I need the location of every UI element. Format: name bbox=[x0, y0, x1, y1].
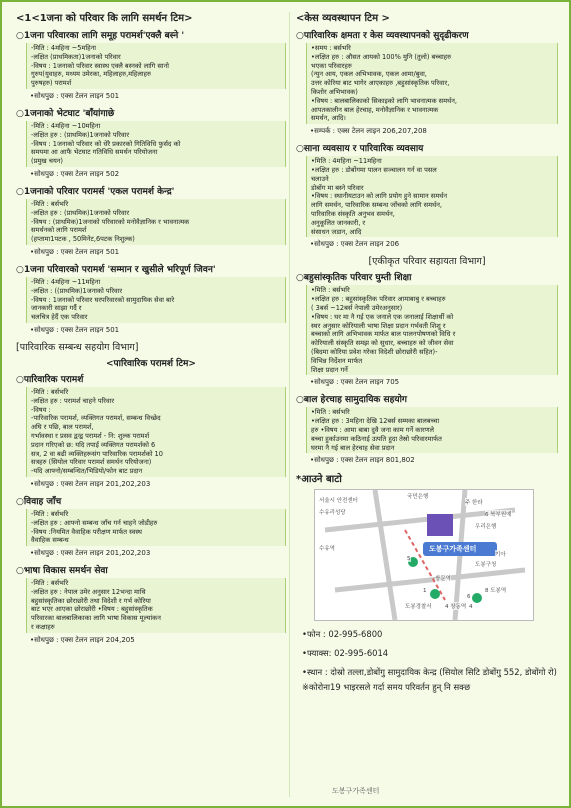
detail-line: समर्थनको लागि परामर्श bbox=[31, 226, 87, 235]
detail-line: प्रदान गरिएको छ: यदि तपाईं व्यक्तिगत परामर्शको 6 bbox=[31, 440, 156, 449]
detail-line: -लक्षित हरु : (प्राथमिक)1जनाको परिवार bbox=[31, 208, 130, 217]
detail-line: -मिति : बर्सभरि bbox=[31, 509, 69, 518]
detail-line: -मिति : बर्सभरि bbox=[31, 199, 69, 208]
detail-line: चलाउने bbox=[311, 174, 329, 183]
detail-line: -लक्षित : ((प्राथमिक)1जनाको परिवार bbox=[31, 286, 123, 295]
program-heading: ○बहुसांस्कृतिक परिवार घुम्ती शिक्षा bbox=[296, 273, 412, 284]
inquiry-contact: •सोधपुछ : एक्स टेलन लाइन 501 bbox=[30, 247, 120, 256]
map-label: 국민은행 bbox=[407, 494, 429, 501]
detail-line: भएका परिवारहरु bbox=[311, 61, 352, 70]
detail-line: वैवाहिक सम्बन्ध bbox=[31, 536, 69, 545]
detail-line: सत्रहरु (सियोल परिवार परामर्श समर्थन परियोजना) bbox=[31, 458, 152, 467]
program-details bbox=[26, 43, 286, 89]
inquiry-contact: •सोधपुछ : एक्स टेलन लाइन 501 bbox=[30, 325, 120, 334]
map-label: 6 bbox=[467, 594, 471, 601]
map-label: 1 bbox=[423, 588, 427, 595]
detail-line: विभिन्न निर्देशन मार्फत bbox=[311, 356, 363, 365]
program-heading: ○पारिवारिक परामर्श bbox=[16, 374, 84, 385]
map-label: 우리은행 bbox=[475, 524, 497, 531]
detail-line: र कक्षाहरु bbox=[31, 623, 55, 632]
detail-line: •लक्षित हरु : बहुसांस्कृतिक परिवार आमाबाबु र बच्चाहरु bbox=[311, 295, 446, 304]
program-details bbox=[306, 156, 558, 237]
detail-line: •मिति : बर्सभरि bbox=[311, 408, 350, 417]
left-sections bbox=[16, 28, 286, 335]
detail-line: •लक्षित हरु : डोबोंगमा पालन सञ्चालन गर्न वा पसल bbox=[311, 165, 437, 174]
detail-line: सत्र, 2 वा बढी व्यक्तिहरूसंग पारिवारिक परामर्शको 10 bbox=[31, 449, 163, 458]
detail-line: (न्युन आय, एकल अभिभावक, एकल आमा/बुवा, bbox=[311, 70, 427, 79]
inquiry-contact: •सोधपुछ : एक्स टेलन लाइन 801,802 bbox=[310, 456, 415, 465]
detail-line: बच्चा हुर्काउनमा कठिनाई उत्पति हुदा तेस्रो परिवारमार्फत bbox=[311, 434, 442, 443]
program-heading: ○भाषा विकास समर्थन सेवा bbox=[16, 566, 108, 577]
detail-line: स्थर अनुसार कोरियाली भाषा शिक्षा प्रदान गर्भवती शिशु र bbox=[311, 321, 446, 330]
program-heading: ○विवाह जाँच bbox=[16, 496, 62, 507]
detail-line: •मिति : बर्सभरि bbox=[311, 286, 350, 295]
program-heading: ○1जना परिवारका लागि समूह परामर्श'एक्लै बस्ने ' bbox=[16, 31, 185, 41]
program-details bbox=[26, 578, 286, 633]
detail-line: आपतकालीन बाल हेरचाह, मनोवैज्ञानिक र भावनात्मक bbox=[311, 105, 439, 114]
inquiry-contact: •सोधपुछ : एक्स टेलन लाइन 201,202,203 bbox=[30, 479, 151, 488]
inquiry-contact: •सोधपुछ : एक्स टेलन लाइन 501 bbox=[30, 91, 120, 100]
detail-line: पारिवारिक संस्कृति अनुभव समर्थन, bbox=[311, 209, 395, 218]
family-relations-dept-title: [पारिवारिक सम्बन्ध सहयोग विभाग] bbox=[16, 341, 139, 353]
fax-line: •फ्याक्स: 02-995-6014 bbox=[302, 648, 389, 659]
right-sections bbox=[296, 28, 558, 465]
inquiry-contact: •सोधपुछ : एक्स टेलन लाइन 206 bbox=[310, 240, 400, 249]
inquiry-contact: •सोधपुछ : एक्स टेलन लाइन 705 bbox=[310, 378, 400, 387]
program-details bbox=[26, 121, 286, 167]
map-center-label: 도봉구가족센터 bbox=[429, 545, 477, 554]
program-heading: ○बाल हेरचाह सामुदायिक सहयोग bbox=[296, 395, 407, 406]
detail-line: लागि समर्थन, पारिवारिक सम्बन्ध जाँचको लागि समर्थन, bbox=[311, 201, 443, 210]
detail-line: हरु •विषय : आमा बाबा दुवै जना काम गर्ने कारणले bbox=[311, 425, 434, 434]
dept-title: [एकीकृत परिवार सहायता विभाग] bbox=[368, 256, 486, 268]
detail-line: डोबोंग मा बस्ने परिवार bbox=[311, 183, 364, 192]
program-details bbox=[26, 387, 286, 477]
detail-line: -लक्षित हरु : आफ्नो सम्बन्ध जाँच गर्न चाहने जोडीहरु bbox=[31, 518, 158, 527]
map-label: 4 bbox=[469, 604, 473, 611]
program-details bbox=[306, 407, 558, 453]
covid-note: ※कोरोना19 भाइरसले गर्दा समय परिवर्तन हुन् नि सक्छ bbox=[302, 682, 471, 693]
detail-line: जानकारी साझा गर्दै र bbox=[31, 304, 82, 313]
address-line: •स्थान : दोस्रो तल्ला,डोबोंगु सामुदायिक केन्द्र (सियोल सिटि डोबोंगु 552, डोबोंगो रो) bbox=[302, 667, 557, 678]
detail-line: -मिति : 4महिना ~10महिना bbox=[31, 121, 101, 130]
detail-line: बाट भएर आएका छोराछोरी •विषय : बहुसांस्कृतिक bbox=[31, 605, 153, 614]
detail-line: •विषय : घर मा नै गई एक जनाले एक जनालाई शिक्षार्थी को bbox=[311, 312, 454, 321]
location-map bbox=[314, 489, 534, 621]
detail-line: ( 3बर्स ~12बर्स नेपाली उमेरअनुसार) bbox=[311, 303, 403, 312]
map-label: 6 북부원예 bbox=[485, 512, 512, 519]
detail-line: समयमा आ आफै भेटघाट गतिविधि समर्थन परियोजना bbox=[31, 148, 158, 157]
detail-line: -लक्षित हरु : परामर्श चाहने परिवार bbox=[31, 396, 115, 405]
program-heading: ○1जना परिवारको परामर्श 'सम्मान र खुसीले भरिपूर्ण जिवन' bbox=[16, 264, 216, 275]
detail-line: (बिदमा कोरिया प्रवेश गरेका विदेशी छोराछोरी सहित)- bbox=[311, 347, 438, 356]
detail-line: -लक्षित हरु : (प्राथमिक)1जनाको परिवार bbox=[31, 130, 130, 139]
detail-line: -यदि आफ्नो/सम्बन्धित/भिडियो/फोन बाट प्रदान bbox=[31, 467, 143, 476]
program-details bbox=[26, 199, 286, 245]
map-label: 쌍문역 bbox=[435, 576, 451, 583]
detail-line: चलचित्र हेर्दै एक परिवार bbox=[31, 313, 88, 322]
map-label: 도봉경찰서 bbox=[405, 604, 432, 611]
detail-line: •लक्षित हरु : 3महिना देखि 12बर्स सम्मका बालबच्चा bbox=[311, 417, 440, 426]
map-label: 8 도봉역 bbox=[485, 588, 507, 595]
map-label: 수유리성당 bbox=[319, 510, 346, 517]
detail-line: -लक्षित (प्राथमिकता)1जनाको परिवार bbox=[31, 52, 121, 61]
detail-line: (हप्तामा1पटक , 50मिनेट,6पटक निशुल्क) bbox=[31, 235, 135, 244]
right-column bbox=[296, 8, 558, 693]
map-label: 4 창동역 bbox=[445, 604, 467, 611]
family-counseling-team-title: <पारिवारिक परामर्श टिम> bbox=[106, 358, 196, 369]
column-divider bbox=[289, 12, 290, 797]
detail-line: उत्तर कोरिया बाट भागेर आएकाहरु ,बहुसांस्कृतिक परिवार, bbox=[311, 79, 450, 88]
map-label: 5 bbox=[407, 556, 411, 563]
left-sections-2 bbox=[16, 372, 286, 645]
detail-line: -विषय : bbox=[31, 405, 51, 414]
program-details bbox=[26, 509, 286, 546]
map-label: 도봉구청 bbox=[475, 562, 497, 569]
map-label: 기아 bbox=[495, 552, 506, 559]
detail-line: किशोर अभिभावक) bbox=[311, 87, 358, 96]
inquiry-contact: •सोधपुछ : एक्स टेलन लाइन 204,205 bbox=[30, 635, 135, 644]
detail-line: •विषय : स्थानीयटाउन को लागि प्रयोग हुने सामान समर्थन bbox=[311, 192, 448, 201]
inquiry-contact: •सोधपुछ : एक्स टेलन लाइन 201,202,203 bbox=[30, 549, 151, 558]
detail-line: •विषय : बालबालिकाको सिकाइको लागि भावनात्मक समर्थन, bbox=[311, 96, 457, 105]
detail-line: घरमा नै गई बाल हेरचाह सेवा प्रदान bbox=[311, 443, 395, 452]
program-details bbox=[306, 285, 558, 375]
detail-line: -विषय : 1जनाको परिवार घरपरिवारको सामुदायिक सेवा बारे bbox=[31, 295, 175, 304]
program-heading: ○1जनाको भेटघाट 'बाँयांगाछे bbox=[16, 108, 115, 119]
detail-line: समर्थन, आदि। bbox=[311, 114, 346, 123]
detail-line: (प्रमुख चयन) bbox=[31, 157, 64, 166]
map-label: 주 한라 bbox=[465, 500, 483, 507]
program-heading: ○साना व्यवसाय र पारिवारिक व्यवसाय bbox=[296, 144, 424, 155]
program-heading: ○पारिवारिक क्षमता र केस व्यवस्थापनको सुदृढीकरण bbox=[296, 31, 469, 41]
detail-line: पुरुषहरु) परामर्श bbox=[31, 79, 72, 88]
detail-line: -विषय : 1जनाको परिवार को धेरै प्रकारको गितिविधि फुर्सद को bbox=[31, 139, 181, 148]
detail-line: परिवारका बालबालिकाका लागि भाषा विकास मूल्यांकन bbox=[31, 614, 161, 623]
center-logo: 도봉구가족센터 bbox=[332, 787, 380, 795]
detail-line: -मिति : बर्सभरि bbox=[31, 387, 69, 396]
phone-line: •फोन : 02-995-6800 bbox=[302, 629, 383, 640]
single-family-team-title: <1<1जना को परिवार कि लागि समर्थन टिम> bbox=[16, 13, 193, 24]
detail-line: -विषय :नियमित वैवाहिक परीक्षण मार्फत स्वस्थ bbox=[31, 527, 143, 536]
detail-line: -मिति : 4महिना ~11महिना bbox=[31, 277, 101, 286]
program-details bbox=[306, 43, 558, 124]
detail-line: बहुसांस्कृतिका छोराछोरी तथा विदेशी र गर्भ कोरिया bbox=[31, 596, 151, 605]
left-column bbox=[16, 8, 286, 650]
detail-line: गुरुप(युवाहरु, मध्यम उमेरका, महिलाहरु,महिलाहरु bbox=[31, 70, 151, 79]
detail-line: -विषय : (प्राथमिक)1जनाको परिवारको मनोवैज्ञानिक र भावनात्मक bbox=[31, 217, 190, 226]
detail-line: •लक्षित हरु : औसत आयको 100% मुनि (तुलो) बच्चाहरु bbox=[311, 52, 452, 61]
map-label: 서울시 안전센터 bbox=[319, 498, 358, 505]
detail-line: अनुकूलित जानकारी, र bbox=[311, 218, 366, 227]
detail-line: -मिति : बर्सभरि bbox=[31, 579, 69, 588]
detail-line: -पारिवारिक परामर्श, व्यक्तिगत परामर्श, सम्बन्ध विच्छेद bbox=[31, 414, 161, 423]
detail-line: कोरियाली संस्कृति समझ को सुधार, बच्चाहरु को जीवन सेवा bbox=[311, 339, 454, 348]
inquiry-contact: •सम्पर्क : एक्स टेलन लाइन 206,207,208 bbox=[310, 127, 427, 136]
case-management-team-title: <केस व्यवस्थापन टिम > bbox=[296, 13, 390, 24]
detail-line: -मिति : 4महिना ~5महिना bbox=[31, 44, 96, 52]
detail-line: -लक्षित हरु : नेपाल उमेर अनुसार 12भन्दा माथि bbox=[31, 587, 146, 596]
detail-line: •मिति : 4महिना ~11महिना bbox=[311, 157, 382, 166]
program-details bbox=[26, 277, 286, 323]
program-heading: ○1जनाको परिवार परामर्स 'एकल परामर्श केन्द्र' bbox=[16, 186, 175, 197]
detail-line: अघि र पछि, बाल परामर्श, bbox=[31, 423, 94, 432]
detail-line: संसाधन जडान, आदि bbox=[311, 227, 362, 236]
detail-line: गर्भावस्था र प्रसव द्वन्द्व परामर्श - नि: शुल्क परामर्श bbox=[31, 431, 150, 440]
detail-line: -विषय : 1जनाको परिवार स्वास्थ एक्लै बस्नको लागि सानो bbox=[31, 61, 169, 70]
inquiry-contact: •सोधपुछ : एक्स टेलन लाइन 502 bbox=[30, 169, 120, 178]
detail-line: शिक्षा प्रदान गर्ने bbox=[311, 365, 348, 374]
directions-title: *आउने बाटो bbox=[296, 474, 342, 486]
map-label: 수유역 bbox=[319, 546, 335, 553]
detail-line: बच्चाको लागि अभिभावक मार्फत बाल पालनपोषणको विधि र bbox=[311, 330, 456, 339]
detail-line: •समय : बर्सभरि bbox=[311, 44, 351, 52]
